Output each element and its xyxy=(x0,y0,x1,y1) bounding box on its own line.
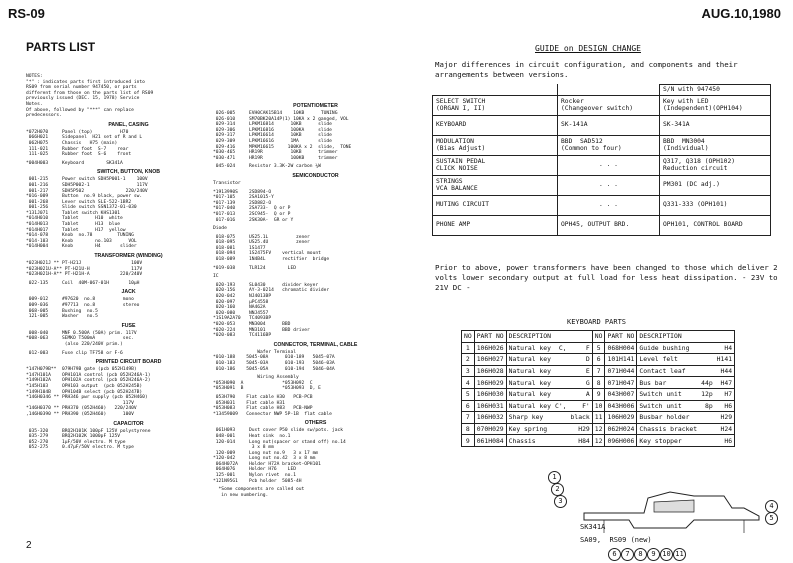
keyboard-cell: H84 xyxy=(569,435,593,447)
keyboard-cell: Natural key xyxy=(506,354,553,366)
keyboard-cell xyxy=(553,435,569,447)
design-change-old: . . . xyxy=(558,155,660,175)
keyboard-cell: 6 xyxy=(462,400,475,412)
part-row: 068-005 Bushing no.5 xyxy=(26,308,98,314)
part-row: 052-270 1µF/50V electro. M type xyxy=(26,439,126,445)
keyboard-cell: 068H004 xyxy=(605,342,637,354)
keyboard-cell: H4 xyxy=(715,342,735,354)
keyboard-header-row xyxy=(462,331,735,343)
design-change-row xyxy=(433,155,771,175)
design-change-feature: MUTING CIRCUIT xyxy=(433,195,558,215)
part-row: 120-009 Long nut no.9 3 x 17 mm xyxy=(213,450,319,456)
section-title: OTHERS xyxy=(304,420,327,427)
keyboard-cell: G xyxy=(569,377,593,389)
section-title: SWITCH, BUTTON, KNOB xyxy=(96,169,160,176)
keyboard-part-row xyxy=(462,435,735,447)
part-row: in new numbering. xyxy=(213,492,269,498)
keyboard-cell: 106H029 xyxy=(605,412,637,424)
part-row: *149H104B OPH104B select (pcb 052H247B) xyxy=(26,389,143,395)
keyboard-cell: 071H047 xyxy=(605,377,637,389)
part-row: *030-465 HR19R 10KB trimmer xyxy=(213,150,338,156)
diagram-versions-label: SA09, RS09 (new) xyxy=(580,536,652,544)
part-row: 020-042 NJ4013BP xyxy=(213,294,272,300)
keyboard-cell: Level felt xyxy=(637,354,699,366)
callout-number: 5 xyxy=(765,512,778,525)
part-row: *120-042 Long nut no.42 3 x 8 mm xyxy=(213,456,316,462)
keyboard-cell: 8 xyxy=(592,377,605,389)
part-row: *121N95G1 Pcb holder 5085-4H xyxy=(213,478,302,484)
section-title: PANEL, CASING xyxy=(108,121,149,128)
section-title: PRINTED CIRCUIT BOARD xyxy=(95,359,162,366)
parts-section xyxy=(213,420,418,498)
keyboard-part-row xyxy=(462,388,735,400)
part-row: 001-217 SDH5P502 220/240V xyxy=(26,188,148,194)
parts-section xyxy=(26,359,231,417)
section-title: SEMICONDUCTOR xyxy=(292,172,339,179)
part-row: 010-183 5045-03A 010-193 5046-03A xyxy=(213,360,335,366)
keyboard-part-row xyxy=(462,377,735,389)
keyboard-cell: H6 xyxy=(715,400,735,412)
part-row: 121-005 Washer no.5 xyxy=(26,314,98,320)
part-row: Diode xyxy=(213,226,227,232)
part-row: *023H021U-A** PT-H21U-H 117V xyxy=(26,266,143,272)
keyboard-cell: Natural key xyxy=(506,377,553,389)
keyboard-cell xyxy=(553,388,569,400)
keyboard-cell: Natural key xyxy=(506,342,553,354)
design-change-new: OPH101, CONTROL BOARD xyxy=(660,215,771,235)
part-row: 111-025 Rubber foot S-6 front xyxy=(26,152,132,158)
part-row: 020-097 µPC4558 xyxy=(213,299,269,305)
keyboard-cell xyxy=(553,423,569,435)
keyboard-cell xyxy=(699,342,715,354)
part-row: *017-013 2SC945- Q or P xyxy=(213,211,291,217)
keyboard-parts-title: KEYBOARD PARTS xyxy=(567,318,627,326)
keyboard-cell xyxy=(699,354,715,366)
part-row: IC xyxy=(213,274,219,280)
design-change-row xyxy=(433,115,771,135)
callout-number: 8 xyxy=(634,548,647,561)
callout-number: 6 xyxy=(608,548,621,561)
design-change-row xyxy=(433,195,771,215)
part-row: 035-320 BRQ2H101K 100pF 125V polystyrene xyxy=(26,428,151,434)
parts-column-middle xyxy=(213,100,418,501)
keyboard-cell: 106H030 xyxy=(474,388,506,400)
part-row: 009-036 #97713 no.8 stereo xyxy=(26,303,140,308)
keyboard-cell: 9 xyxy=(462,435,475,447)
keyboard-cell: Chassis xyxy=(506,435,553,447)
part-row: *Some components are called out xyxy=(213,487,305,493)
part-row: 022-135 Coil 40M-067-01H 10µH xyxy=(26,280,140,286)
part-row: *017-040 2SA733- Q or P xyxy=(213,206,291,212)
keyboard-cell xyxy=(699,412,715,424)
part-row: 001-215 Power switch SDH5P001-1 100V xyxy=(26,177,148,183)
section-title: CAPACITOR xyxy=(113,420,144,427)
keyboard-parts-table xyxy=(461,330,735,447)
prior-note: Prior to above, power transformers have been changed to those which deliver 2 volts lower secondary output at full load for less heat dissipation. - 23V to 21V DC - xyxy=(435,263,778,292)
guide-description: Major differences in circuit configuration, and components and their arrangements between versions. xyxy=(435,60,738,79)
keyboard-cell: Switch unit xyxy=(637,388,699,400)
design-change-row xyxy=(433,135,771,155)
keyboard-part-row xyxy=(462,342,735,354)
keyboard-cell: Sharp key xyxy=(506,412,553,424)
section-title: POTENTIOMETER xyxy=(293,103,338,109)
part-row: 020-160 NA462A xyxy=(213,305,266,311)
keyboard-cell: 11 xyxy=(592,412,605,424)
keyboard-cell: 7 xyxy=(462,412,475,424)
design-change-new: Q317, Q318 (OPH102) Reduction circuit xyxy=(660,155,771,175)
keyboard-cell: 101H141 xyxy=(605,354,637,366)
keyboard-cell: 061H084 xyxy=(474,435,506,447)
parts-section xyxy=(213,173,418,339)
keyboard-cell: 6 xyxy=(592,354,605,366)
notes-line: Notes. xyxy=(26,101,43,107)
keyboard-cell: 106H032 xyxy=(474,412,506,424)
keyboard-cell: 44p xyxy=(701,378,713,387)
keyboard-cell: H29 xyxy=(569,423,593,435)
keyboard-cell: Natural key xyxy=(506,365,553,377)
part-row: *149H102A OPH102A control (pcb 052H246A-2) xyxy=(26,378,151,384)
parts-section xyxy=(26,253,231,286)
keyboard-cell: 096H006 xyxy=(605,435,637,447)
parts-section xyxy=(26,289,231,319)
part-row: *053H083 Flat cable H83 PCB-NWP xyxy=(213,406,313,412)
notes-line: different from those on the parts list of RS09 xyxy=(26,90,154,96)
keyboard-cell: Bus bar xyxy=(637,377,699,389)
keyboard-cell: C', xyxy=(554,401,567,410)
keyboard-cell: Natural key xyxy=(506,400,553,412)
section-title: CONNECTOR, TERMINAL, CABLE xyxy=(273,341,358,348)
part-row: *008-063 SEMKO T500mA sec. xyxy=(26,336,134,342)
part-row: 018-094 1S2475FV vertical mount xyxy=(213,251,321,257)
parts-list-title: PARTS LIST xyxy=(26,40,96,54)
keyboard-cell: 1 xyxy=(462,342,475,354)
parts-section xyxy=(26,122,231,167)
keyboard-part-row xyxy=(462,400,735,412)
part-row: *016-009 Button no.9 black, power sw. xyxy=(26,194,143,200)
keyboard-header-cell: DESCRIPTION xyxy=(506,331,592,343)
design-change-row xyxy=(433,95,771,115)
part-row: 020-156 AY-3-0214 chromatic divider xyxy=(213,288,330,294)
part-row: 026-010 SM70BK20A14P(1) 10KA x 2 ganged, VOL xyxy=(213,116,349,122)
keyboard-cell: Key spring xyxy=(506,423,553,435)
keyboard-cell: black xyxy=(569,412,593,424)
part-row: 045-024 Resistor 3.3K-2W carbon ¼W xyxy=(213,164,321,170)
design-change-new: BBD MN3004 (Individual) xyxy=(660,135,771,155)
part-row: *014H004 Knob H4 slider xyxy=(26,244,137,250)
part-row: 053H790 Flat cable H30 PCB-PCB xyxy=(213,394,313,400)
callout-number: 7 xyxy=(621,548,634,561)
design-change-old: . . . xyxy=(558,175,660,195)
keyboard-cell: D xyxy=(569,354,593,366)
design-change-old: BBD SAD512 (Common to four) xyxy=(558,135,660,155)
keyboard-cell: 5 xyxy=(462,388,475,400)
design-change-header-row xyxy=(433,85,771,96)
parts-column-left xyxy=(26,74,231,454)
part-row: (also 220/240V prim.) xyxy=(26,341,123,347)
part-row: 120-014 Long nut(spacer or stand off) no.14 xyxy=(213,439,346,445)
part-row: *146H0370 ** PRH370 (052H460) 220/240V xyxy=(26,406,137,412)
part-row: *030-471 HR19R 100KB trimmer xyxy=(213,155,338,161)
part-row: *147H101A OPH101A control (pcb 052H246A-1) xyxy=(26,372,151,378)
part-row: 029-314 LPKM16814 10KB slide xyxy=(213,122,332,128)
design-change-old: SK-141A xyxy=(558,115,660,135)
part-row: 062H075 Chassis H75 (main) xyxy=(26,140,118,146)
part-row: *1S19A2A70 TC4093BP xyxy=(213,316,272,322)
part-row: *053H090 A *053H092 C xyxy=(213,380,313,386)
part-row: 3 x 8 mm xyxy=(213,445,274,451)
part-row: *014-078 Knob no.78 TUNING xyxy=(26,233,134,239)
part-row: 018-081 1S1477 xyxy=(213,245,266,251)
page-header-date: AUG.10,1980 xyxy=(701,6,781,21)
design-change-feature: SELECT SWITCH (ORGAN I, II) xyxy=(433,95,558,115)
notes-title: NOTES: xyxy=(26,74,43,79)
part-row: 064H072A Holder H72A bracket-OPH101 xyxy=(213,461,321,467)
part-row: 066H021 Sidepanel H21 set of R and L xyxy=(26,135,143,141)
parts-section xyxy=(213,103,418,170)
design-change-blank xyxy=(558,85,660,96)
keyboard-cell: 3 xyxy=(462,365,475,377)
page-number: 2 xyxy=(26,540,32,551)
keyboard-header-cell: PART NO xyxy=(474,331,506,343)
guide-title: GUIDE on DESIGN CHANGE xyxy=(535,44,641,53)
part-row: *019-038 TLR124 LED xyxy=(213,265,296,271)
design-change-feature: PHONE AMP xyxy=(433,215,558,235)
part-row: *023H021J ** PT-H21J 100V xyxy=(26,261,143,267)
callout-number: 2 xyxy=(551,483,564,496)
part-row: Transistor xyxy=(213,180,241,186)
design-change-corner xyxy=(433,85,558,96)
part-row: 001-256 Slide switch SSN1372-01-030 xyxy=(26,205,137,211)
section-title: TRANSFORMER (WINDING) xyxy=(94,253,163,260)
design-change-new: Key with LED (Independent)(OPH104) xyxy=(660,95,771,115)
keyboard-cell: C, xyxy=(553,342,569,354)
keyboard-cell: 106H031 xyxy=(474,400,506,412)
design-change-old: . . . xyxy=(558,195,660,215)
part-row: *004H003 Keyboard SK341A xyxy=(26,160,123,166)
keyboard-cell: F' xyxy=(569,400,593,412)
keyboard-cell: H24 xyxy=(715,423,735,435)
keyboard-cell: H44 xyxy=(715,365,735,377)
keyboard-cell: 106H026 xyxy=(474,342,506,354)
keyboard-cell: 5 xyxy=(592,342,605,354)
notes-line: Of above, followed by "***" can replace xyxy=(26,107,134,113)
part-row: 029-317 LPKM16614 10KB slide xyxy=(213,133,332,139)
design-change-table xyxy=(432,84,771,236)
part-row: 010-186 5045-05A 010-194 5046-04A xyxy=(213,366,335,372)
callout-number: 11 xyxy=(673,548,686,561)
part-row: 026-005 EVH0CAK15B14 10KB TUNING xyxy=(213,111,338,116)
part-row: *010-188 5045-08A 010-189 5045-07A xyxy=(213,355,335,361)
keyboard-cell: H141 xyxy=(715,354,735,366)
part-row: *131J071 Tablet switch KHS1301 xyxy=(26,210,121,216)
part-row: 117V xyxy=(26,400,134,406)
part-row: 048-001 Heat sink no.1 xyxy=(213,433,291,439)
parts-section xyxy=(213,342,418,418)
keyboard-cell: Natural key xyxy=(506,388,553,400)
part-row: *017-105 2SA1015-Y xyxy=(213,195,274,201)
keyboard-cell xyxy=(553,377,569,389)
keyboard-cell: 043H007 xyxy=(605,388,637,400)
design-change-old: OPH45, OUTPUT BRD. xyxy=(558,215,660,235)
part-row: 029-416 MPKM16615 100KA x 2 slide, TONE xyxy=(213,144,352,150)
keyboard-cell: F xyxy=(569,342,593,354)
keyboard-header-cell: NO xyxy=(592,331,605,343)
key-body-shape xyxy=(654,500,694,512)
part-row: 029-306 LPKM16816 100KA slide xyxy=(213,127,332,133)
parts-section xyxy=(26,323,231,356)
part-row: 111-021 Rubber foot S-7 rear xyxy=(26,146,129,152)
part-row: 029-309 LPKM16616 1MA slide xyxy=(213,138,332,144)
design-change-feature: STRINGS VCA BALANCE xyxy=(433,175,558,195)
part-row: *020-224 MN3101 BBD driver xyxy=(213,327,310,333)
part-row: 012-003 Fuse clip TF758 or F-6 xyxy=(26,350,123,356)
keyboard-cell xyxy=(699,423,715,435)
keyboard-cell: 7 xyxy=(592,365,605,377)
part-row: 018-075 US25.1L zener xyxy=(213,234,310,240)
keyboard-cell: 062H024 xyxy=(605,423,637,435)
keyboard-cell xyxy=(553,354,569,366)
keyboard-cell: Contact leaf xyxy=(637,365,699,377)
keyboard-cell: 106H028 xyxy=(474,365,506,377)
keyboard-cell xyxy=(699,435,715,447)
part-row: *145H103 OPH103 output (pcb 052H245B) xyxy=(26,383,143,389)
design-change-row xyxy=(433,215,771,235)
keyboard-part-row xyxy=(462,423,735,435)
keyboard-cell: 12 xyxy=(592,435,605,447)
part-row: *020-053 MN3004 BBD xyxy=(213,322,291,327)
part-row: *014H017 Tablet H17 yellow xyxy=(26,227,126,233)
keyboard-cell xyxy=(553,412,569,424)
part-row: 017-016 2SK30A- GR or Y xyxy=(213,217,294,223)
keyboard-cell: 106H029 xyxy=(474,377,506,389)
part-row: Wiring Assembly xyxy=(213,375,299,381)
notes-line: previously issued (DEC. 15, 1978) Service xyxy=(26,96,140,102)
keyboard-part-row xyxy=(462,354,735,366)
parts-section xyxy=(26,169,231,250)
part-row: 053H031 Flat cable H31 xyxy=(213,400,285,406)
keyboard-cell: 2 xyxy=(462,354,475,366)
keyboard-part-row xyxy=(462,365,735,377)
keyboard-cell: 8 xyxy=(462,423,475,435)
keyboard-cell: 043H006 xyxy=(605,400,637,412)
keyboard-cell: 9 xyxy=(592,388,605,400)
part-row: *13459009 Connector NWP 5P-1B flat cable xyxy=(213,411,332,417)
keyboard-header-cell: NO xyxy=(462,331,475,343)
part-row: *014H010 Tablet H10 white xyxy=(26,216,123,222)
keyboard-part-row xyxy=(462,412,735,424)
part-row: Wafer Terminal xyxy=(213,349,296,355)
part-row: *014-103 Knob no.103 VOL xyxy=(26,238,137,244)
callout-number: 1 xyxy=(548,471,561,484)
part-row: *147H079B** 079H79B gate (pcb 052H149B) xyxy=(26,367,137,373)
callout-number: 9 xyxy=(647,548,660,561)
keyboard-cell: 070H029 xyxy=(474,423,506,435)
part-row: *023H021H-A** PT-H21H-A 220/240V xyxy=(26,272,143,278)
part-row: 001-216 SDH5P002-1 117V xyxy=(26,182,148,188)
notes-block xyxy=(26,80,231,119)
part-row: 020-080 NNJ4557 xyxy=(213,310,269,316)
part-row: 001-268 Lever switch SLE-522-1BR2 xyxy=(26,199,132,205)
part-row: *1913990S 2SD894-O xyxy=(213,189,272,195)
keyboard-cell xyxy=(699,365,715,377)
design-change-feature: SUSTAIN PEDAL CLICK NOISE xyxy=(433,155,558,175)
design-change-new: Q331-333 (OPH101) xyxy=(660,195,771,215)
callout-number: 4 xyxy=(765,500,778,513)
callout-number: 10 xyxy=(660,548,673,561)
part-row: 018-095 US25.4U zener xyxy=(213,240,310,246)
part-row: 018-089 1N4B4L rectifier bridge xyxy=(213,257,330,263)
part-row: 064H076 Holder H76 LED xyxy=(213,467,296,473)
callout-number: 3 xyxy=(554,495,567,508)
part-row: ,146H0390 ** PRH390 (052H460) 100V xyxy=(26,411,134,417)
keyboard-cell: H47 xyxy=(715,377,735,389)
keyboard-cell: Key stopper xyxy=(637,435,699,447)
keyboard-cell: 071H044 xyxy=(605,365,637,377)
keyboard-cell: Busbar holder xyxy=(637,412,699,424)
section-title: JACK xyxy=(121,289,136,296)
keyboard-header-cell: PART NO xyxy=(605,331,637,343)
part-row: 052-275 0.47µF/50V electro. M type xyxy=(26,445,134,451)
part-row: 020-193 SL0430 divider keyer xyxy=(213,282,319,288)
part-row: 061H093 Dust cover P50 slide sw/pots. jack xyxy=(213,428,343,434)
keyboard-cell: E xyxy=(569,365,593,377)
part-row: 125-001 Nylon rivet no.1 xyxy=(213,473,296,479)
keyboard-cell: Guide bushing xyxy=(637,342,699,354)
notes-line: "*" : indicates parts first introduced into xyxy=(26,79,145,85)
keyboard-cell: Switch unit xyxy=(637,400,699,412)
part-row: *072H070 Panel (top) H70 xyxy=(26,129,129,135)
part-row: 008-040 MNF 0.500A (50A) prim. 117V xyxy=(26,330,137,336)
keyboard-cell: H29 xyxy=(715,412,735,424)
keyboard-cell: H6 xyxy=(715,435,735,447)
part-row: *014H013 Tablet H13 blue xyxy=(26,222,121,228)
page-header-model: RS-09 xyxy=(8,6,45,21)
part-row: 009-012 #97620 no.8 mono xyxy=(26,297,134,303)
design-change-new: SK-341A xyxy=(660,115,771,135)
design-change-feature: MODULATION (Bias Adjust) xyxy=(433,135,558,155)
diagram-model-label: SK341A xyxy=(580,523,606,531)
part-row: *020-083 TC4116BP xyxy=(213,333,272,339)
design-change-row xyxy=(433,175,771,195)
keyboard-cell: 10 xyxy=(592,400,605,412)
keyboard-cell: H7 xyxy=(715,388,735,400)
keyboard-cell: Chassis bracket xyxy=(637,423,699,435)
notes-line: predecessors. xyxy=(26,113,62,119)
section-title: FUSE xyxy=(121,322,136,329)
part-row: *017-139 2SD882-O xyxy=(213,200,272,206)
design-change-header-new: S/N with 947450 xyxy=(660,85,771,96)
keyboard-cell: 106H027 xyxy=(474,354,506,366)
keyboard-cell: A xyxy=(569,388,593,400)
part-row: 035-279 BRQ2H102K 1000pF 125V xyxy=(26,434,121,440)
keyboard-cell: 12 xyxy=(592,423,605,435)
part-row: *053H091 B *053H093 D, E xyxy=(213,386,321,392)
keyboard-cell: 8p xyxy=(699,400,715,412)
design-change-feature: KEYBOARD xyxy=(433,115,558,135)
parts-section xyxy=(26,421,231,451)
notes-line: RS09 from serial number 947450, or parts xyxy=(26,85,137,91)
design-change-new: PM301 (DC adj.) xyxy=(660,175,771,195)
keyboard-cell: 12p xyxy=(701,390,713,399)
keyboard-cell xyxy=(553,365,569,377)
design-change-old: Rocker (Changeover switch) xyxy=(558,95,660,115)
part-row: *146H0346 ** PRH346 pwr supply (pcb 052H460) xyxy=(26,395,148,401)
keyboard-cell: 4 xyxy=(462,377,475,389)
keyboard-header-cell: DESCRIPTION xyxy=(637,331,735,343)
